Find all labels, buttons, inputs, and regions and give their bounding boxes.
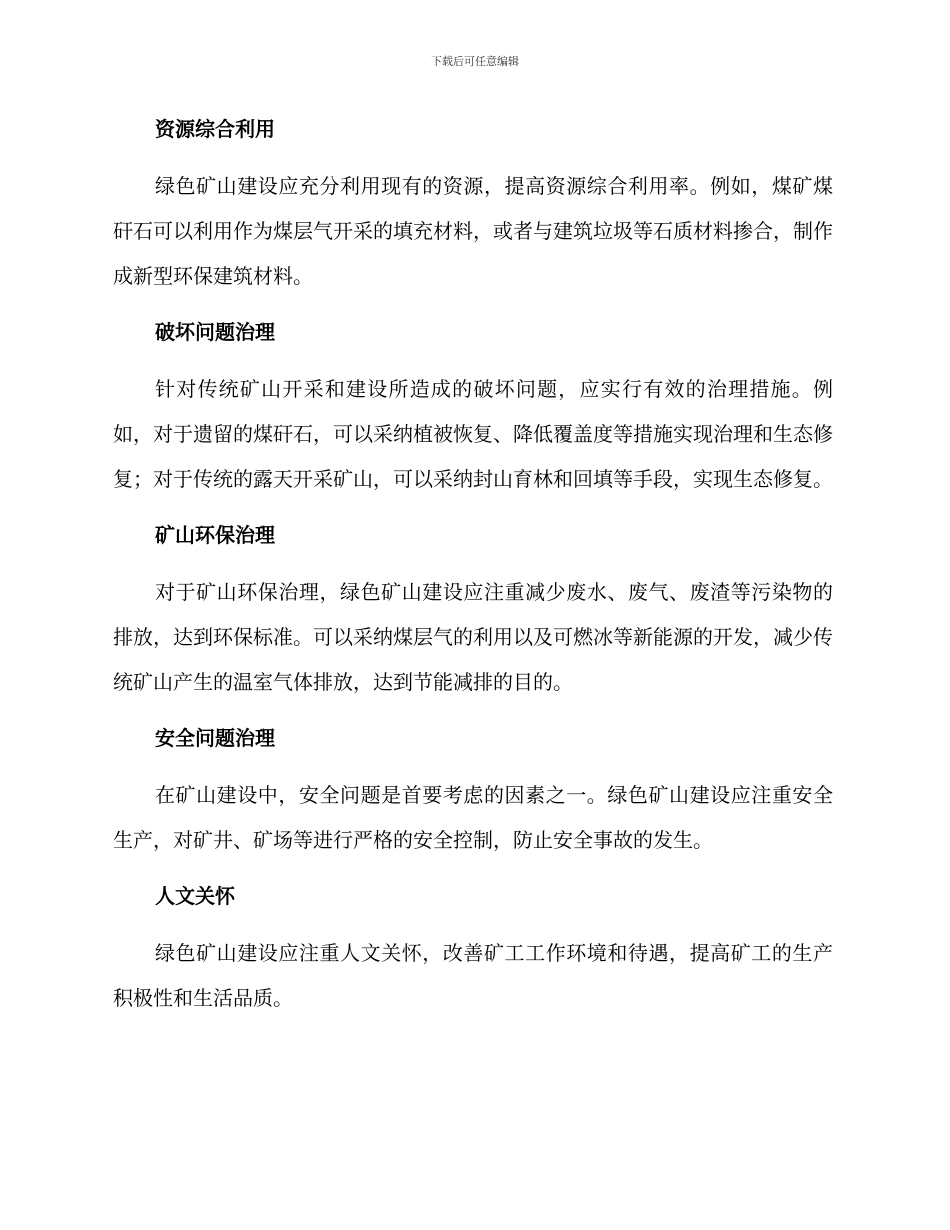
section-heading-safety-treatment: 安全问题治理 xyxy=(155,726,275,750)
section-paragraph-environmental-treatment: 对于矿山环保治理，绿色矿山建设应注重减少废水、废气、废渣等污染物的排放，达到环保标准。可以采纳煤层气的利用以及可燃冰等新能源的开发，减少传统矿山产生的温室气体排放，达到节能减排的目的。 xyxy=(113,580,833,694)
section-paragraph-safety-treatment: 在矿山建设中，安全问题是首要考虑的因素之一。绿色矿山建设应注重安全生产，对矿井、矿场等进行严格的安全控制，防止安全事故的发生。 xyxy=(113,783,833,852)
page-header-note: 下载后可任意编辑 xyxy=(431,55,519,68)
section-heading-environmental-treatment: 矿山环保治理 xyxy=(155,523,275,547)
document-body xyxy=(113,109,833,1021)
section-heading-damage-treatment: 破坏问题治理 xyxy=(155,320,275,344)
section-paragraph-resource-utilization: 绿色矿山建设应充分利用现有的资源，提高资源综合利用率。例如，煤矿煤矸石可以利用作为煤层气开采的填充材料，或者与建筑垃圾等石质材料掺合，制作成新型环保建筑材料。 xyxy=(113,174,833,288)
section-heading-humanistic-care: 人文关怀 xyxy=(155,884,235,908)
section-paragraph-humanistic-care: 绿色矿山建设应注重人文关怀，改善矿工工作环境和待遇，提高矿工的生产积极性和生活品质。 xyxy=(113,941,833,1010)
section-paragraph-damage-treatment: 针对传统矿山开采和建设所造成的破坏问题，应实行有效的治理措施。例如，对于遗留的煤矸石，可以采纳植被恢复、降低覆盖度等措施实现治理和生态修复；对于传统的露天开采矿山，可以采纳封山育林和回填等手段，实现生态修复。 xyxy=(113,377,833,491)
section-heading-resource-utilization: 资源综合利用 xyxy=(155,117,275,141)
